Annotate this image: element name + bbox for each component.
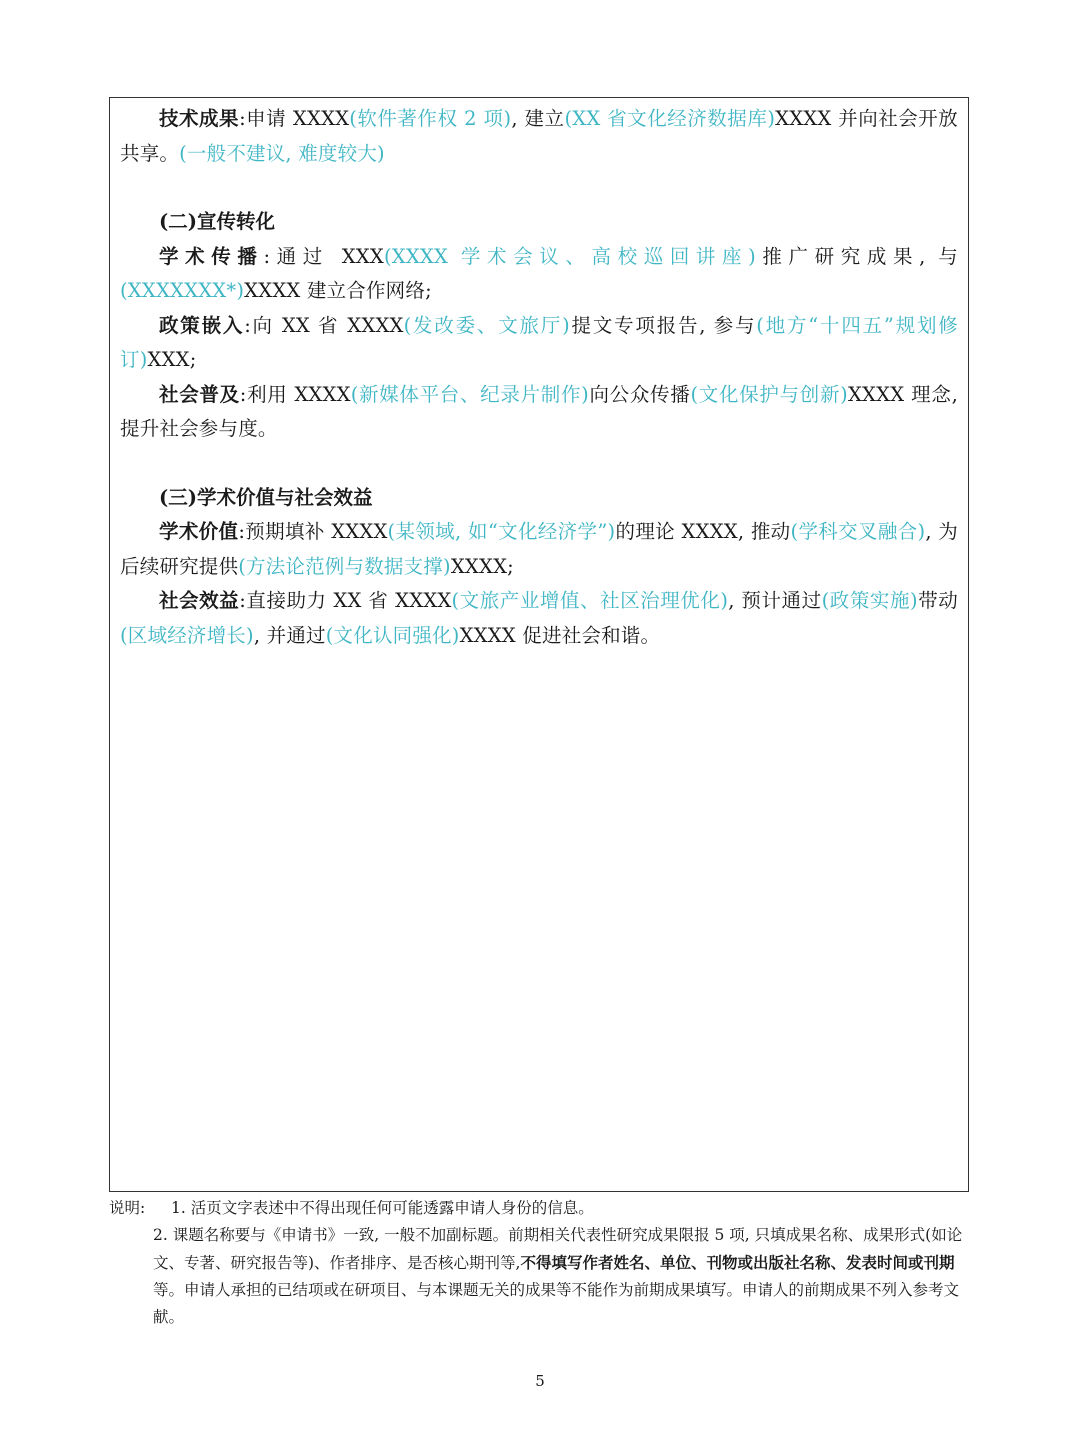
academic-text-2: 推广研究成果, 与 xyxy=(755,244,958,268)
footnote-2-text-part1: 2. 课题名称要与《申请书》一致, 一般不加副标题。前期相关代表性研究成果限报 5 项, 只填成果名称、成果形式(如论文、专著、研究报告等)、作者排序、是否核心期刊等, xyxy=(153,1226,963,1272)
academic-text-3: XXXX 建立合作网络; xyxy=(244,279,432,302)
spacer xyxy=(120,447,958,481)
policy-embedding-paragraph xyxy=(120,309,958,378)
section-heading-promotion: (二)宣传转化 xyxy=(159,210,275,233)
social-note-1: (新媒体平台、纪录片制作) xyxy=(350,382,589,406)
academic-dissemination-label: 学术传播 xyxy=(159,244,264,268)
academic-value-label: 学术价值 xyxy=(159,520,239,543)
content-box xyxy=(109,97,969,1192)
academic-note-1: (XXXX 学术会议、高校巡回讲座) xyxy=(383,244,756,268)
social-note-2: (文化保护与创新) xyxy=(690,382,848,406)
social-benefit-label: 社会效益 xyxy=(159,589,240,612)
policy-text-3: XXX; xyxy=(147,348,197,371)
social-text-3: XXXX 理念, 提升社会参与度。 xyxy=(120,382,958,440)
value-text-3: , 为后续研究提供 xyxy=(120,520,958,578)
value-note-1: (某领域, 如“文化经济学”) xyxy=(387,520,616,543)
value-text-2: 的理论 XXXX, 推动 xyxy=(615,520,791,543)
benefit-text-1: :直接助力 XX 省 XXXX xyxy=(239,589,452,612)
academic-note-2: (XXXXXXX*) xyxy=(120,279,245,302)
footnote-label: 说明: xyxy=(109,1199,146,1217)
tech-note-1: (软件著作权 2 项) xyxy=(349,107,512,130)
academic-value-paragraph xyxy=(120,515,958,584)
footnotes xyxy=(109,1195,969,1331)
page-number: 5 xyxy=(535,1372,545,1390)
value-text-1: :预期填补 XXXX xyxy=(238,520,388,543)
footnote-1-text: 1. 活页文字表述中不得出现任何可能透露申请人身份的信息。 xyxy=(171,1199,594,1217)
value-text-4: XXXX; xyxy=(450,554,514,578)
benefit-note-1: (文旅产业增值、社区治理优化) xyxy=(451,589,729,612)
academic-dissemination-paragraph xyxy=(120,240,958,309)
benefit-note-4: (文化认同强化) xyxy=(325,623,460,647)
footnote-2 xyxy=(109,1222,969,1331)
social-popularization-paragraph xyxy=(120,378,958,447)
benefit-text-5: XXXX 促进社会和谐。 xyxy=(459,623,661,647)
spacer xyxy=(120,171,958,205)
benefit-note-3: (区域经济增长) xyxy=(120,623,254,647)
policy-embedding-label: 政策嵌入 xyxy=(159,313,245,337)
tech-text-3: XXXX 并向社会开放共享。 xyxy=(120,107,958,165)
policy-text-2: 提文专项报告, 参与 xyxy=(569,313,757,337)
tech-achievement-paragraph xyxy=(120,102,958,171)
social-benefit-paragraph xyxy=(120,584,958,653)
footnote-2-bold-text: 不得填写作者姓名、单位、刊物或出版社名称、发表时间或刊期 xyxy=(520,1253,955,1272)
tech-text-1: :申请 XXXX xyxy=(239,107,350,130)
tech-note-3: (一般不建议, 难度较大) xyxy=(179,141,385,165)
benefit-text-4: , 并通过 xyxy=(253,623,326,647)
social-popularization-label: 社会普及 xyxy=(159,382,240,406)
value-note-2: (学科交叉融合) xyxy=(790,520,926,543)
value-note-3: (方法论范例与数据支撑) xyxy=(238,554,451,578)
footnote-2-text-part2: 等。申请人承担的已结项或在研项目、与本课题无关的成果等不能作为前期成果填写。申请人的前期成果不列入参考文献。 xyxy=(153,1281,960,1326)
section-heading-value: (三)学术价值与社会效益 xyxy=(159,485,373,509)
benefit-note-2: (政策实施) xyxy=(821,589,918,612)
social-text-1: :利用 XXXX xyxy=(239,382,351,406)
benefit-text-2: , 预计通过 xyxy=(728,589,822,612)
benefit-text-3: 带动 xyxy=(917,589,958,612)
policy-note-1: (发改委、文旅厅) xyxy=(403,313,570,337)
academic-text-1: :通过 XXX xyxy=(263,244,384,268)
tech-achievement-label: 技术成果 xyxy=(159,107,240,130)
policy-text-1: :向 XX 省 XXXX xyxy=(244,313,404,337)
social-text-2: 向公众传播 xyxy=(588,382,691,406)
tech-text-2: , 建立 xyxy=(511,107,565,130)
footnote-1 xyxy=(109,1195,969,1222)
tech-note-2: (XX 省文化经济数据库) xyxy=(564,107,776,130)
policy-note-2: (地方“十四五”规划修订) xyxy=(120,313,958,371)
